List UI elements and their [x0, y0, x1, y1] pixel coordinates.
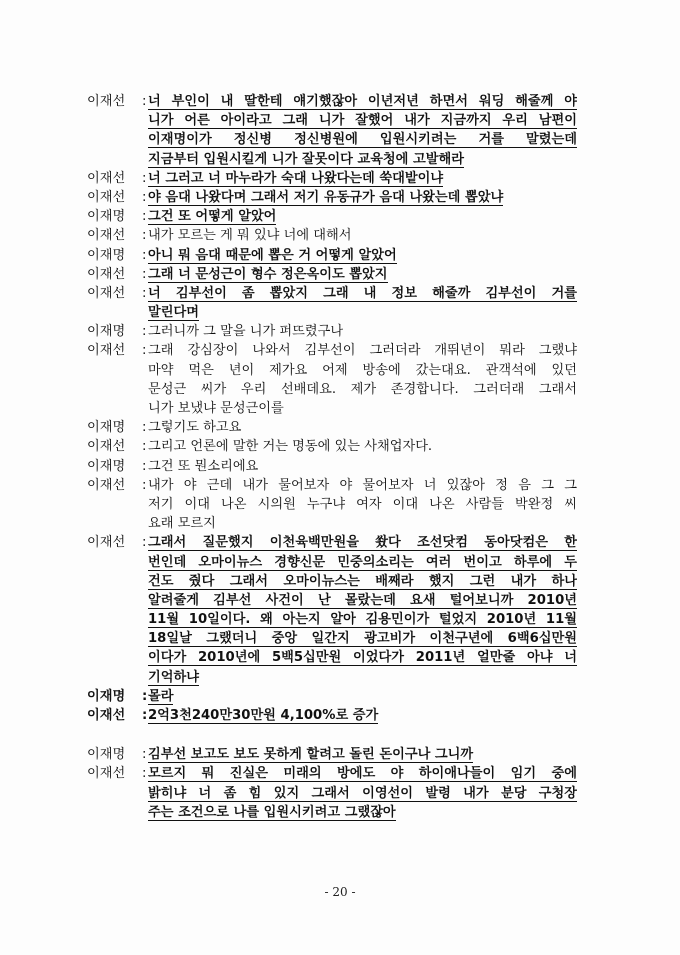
utterance-text: 니가 어른 아이라고 그래 니가 잘했어 내가 지금까지 우리 남편이	[148, 113, 577, 129]
speaker-colon: :	[142, 458, 147, 474]
dialogue-row	[87, 437, 577, 456]
utterance-line	[148, 130, 577, 149]
utterance-line	[148, 207, 577, 226]
utterance-text: 몰라	[148, 688, 174, 704]
dialogue-row	[87, 226, 577, 245]
dialogue-row	[87, 476, 577, 534]
utterance	[148, 533, 577, 687]
dialogue-row	[87, 687, 577, 706]
utterance-text: 그리고 언론에 말한 거는 명동에 있는 사채업자다.	[148, 439, 433, 455]
speaker-colon: :	[142, 94, 147, 109]
utterance-line	[148, 265, 577, 284]
utterance-text: 내가 야 근데 내가 물어보자 야 물어보자 너 있잖아 정 음 그 그	[148, 477, 577, 493]
speaker-name: 이재명	[87, 247, 126, 263]
dialogue-row	[87, 188, 577, 207]
utterance-text: 이다가 2010년에 5백5십만원 이었다가 2011년 얼만줄 아냐 너	[148, 650, 577, 666]
utterance-line	[148, 437, 577, 456]
speaker-colon: :	[142, 266, 147, 282]
speaker-name: 이재명	[87, 209, 126, 225]
speaker-colon: :	[142, 477, 147, 493]
utterance-text: 그렇기도 하고요	[148, 420, 242, 436]
utterance	[148, 706, 577, 725]
utterance-line	[148, 784, 577, 803]
speaker-name: 이재명	[87, 324, 126, 340]
speaker-name: 이재선	[87, 170, 126, 186]
dialogue-row	[87, 764, 577, 822]
speaker-name: 이재선	[87, 708, 126, 723]
utterance	[148, 169, 577, 188]
utterance	[148, 745, 577, 764]
speaker-name: 이재선	[87, 228, 126, 244]
dialogue-row	[87, 207, 577, 226]
utterance-text: 기억하냐	[148, 669, 199, 685]
utterance-text: 주는 조건으로 나를 입원시키려고 그랬잖아	[148, 804, 396, 820]
utterance-line	[148, 361, 577, 380]
speaker-name: 이재선	[87, 477, 126, 493]
utterance-text: 모르지 뭐 진실은 미래의 방에도 야 하이애나들이 임기 중에	[148, 766, 577, 782]
speaker-name: 이재선	[87, 343, 126, 359]
utterance-text: 그러니까 그 말을 니가 퍼뜨렸구나	[148, 324, 344, 340]
utterance-text: 그건 또 어떻게 알았어	[148, 209, 277, 225]
page-number: - 20 -	[324, 885, 356, 899]
dialogue-row	[87, 284, 577, 322]
speaker-name: 이재명	[87, 420, 126, 436]
utterance-line	[148, 188, 577, 207]
speaker-colon: :	[142, 247, 147, 263]
utterance-line	[148, 495, 577, 514]
utterance-text: 요래 모르지	[148, 516, 216, 532]
utterance-line	[148, 648, 577, 667]
utterance-line	[148, 92, 577, 111]
utterance	[148, 476, 577, 534]
speaker-colon: :	[142, 209, 147, 225]
utterance-text: 너 부인이 내 딸한테 얘기했잖아 이년저년 하면서 워딩 해줄께 야	[148, 94, 577, 109]
utterance	[148, 457, 577, 476]
utterance	[148, 418, 577, 437]
utterance	[148, 284, 577, 322]
utterance-line	[148, 764, 577, 783]
utterance-line	[148, 418, 577, 437]
utterance-text: 번인데 오마이뉴스 경향신문 민중의소리는 여러 번이고 하루에 두	[148, 554, 577, 570]
utterance	[148, 92, 577, 169]
utterance	[148, 322, 577, 341]
utterance-text: 저기 이대 나온 시의원 누구냐 여자 이대 나온 사람들 박완정 씨	[148, 496, 577, 512]
utterance	[148, 687, 577, 706]
speaker-name: 이재선	[87, 766, 126, 782]
dialogue-row	[87, 169, 577, 188]
speaker-name: 이재선	[87, 189, 126, 205]
speaker-name: 이재선	[87, 285, 126, 301]
speaker-colon: :	[142, 708, 148, 723]
utterance-line	[148, 380, 577, 399]
dialogue-row	[87, 322, 577, 341]
utterance-line	[148, 591, 577, 610]
speaker-colon: :	[142, 170, 147, 186]
utterance	[148, 437, 577, 456]
transcript-body	[87, 92, 577, 822]
utterance-line	[148, 687, 577, 706]
utterance-line	[148, 169, 577, 188]
utterance-line	[148, 303, 577, 322]
speaker-name: 이재명	[87, 747, 126, 763]
utterance-text: 내가 모르는 게 뭐 있냐 너에 대해서	[148, 228, 352, 244]
speaker-name: 이재명	[87, 688, 126, 704]
utterance-text: 너 김부선이 좀 뽑았지 그래 내 정보 해줄까 김부선이 거를	[148, 285, 577, 301]
utterance-text: 11월 10일이다. 왜 아는지 알아 김용민이가 털었지 2010년 11월	[148, 612, 577, 628]
utterance	[148, 341, 577, 418]
speaker-colon: :	[142, 189, 147, 205]
utterance-text: 마약 먹은 년이 제가요 어제 방송에 갔는대요. 관객석에 있던	[148, 362, 577, 378]
speaker-colon: :	[142, 439, 147, 455]
utterance-text: 2억3천240만30만원 4,100%로 증가	[148, 708, 379, 723]
dialogue-row	[87, 457, 577, 476]
utterance-line	[148, 745, 577, 764]
dialogue-row	[87, 341, 577, 418]
utterance-line	[148, 668, 577, 687]
dialogue-row	[87, 246, 577, 265]
utterance-line	[148, 803, 577, 822]
utterance-text: 건도 줬다 그래서 오마이뉴스는 배째라 했지 그런 내가 하나	[148, 573, 577, 589]
utterance-line	[148, 533, 577, 552]
utterance-text: 그래 너 문성근이 형수 정은옥이도 뽑았지	[148, 266, 388, 282]
speaker-colon: :	[142, 766, 147, 782]
dialogue-row	[87, 745, 577, 764]
speaker-colon: :	[142, 324, 147, 340]
utterance-line	[148, 226, 577, 245]
blank-line	[87, 725, 577, 745]
utterance-text: 그건 또 뭔소리에요	[148, 458, 259, 474]
utterance-line	[148, 341, 577, 360]
dialogue-row	[87, 706, 577, 725]
utterance-line	[148, 553, 577, 572]
speaker-colon: :	[142, 420, 147, 436]
speaker-name: 이재선	[87, 439, 126, 455]
utterance-line	[148, 284, 577, 303]
utterance	[148, 226, 577, 245]
dialogue-row	[87, 418, 577, 437]
utterance-line	[148, 399, 577, 418]
utterance-line	[148, 629, 577, 648]
speaker-name: 이재선	[87, 94, 126, 109]
utterance-line	[148, 706, 577, 725]
utterance-text: 지금부터 입원시킬게 니가 잘못이다 교육청에 고발해라	[148, 151, 464, 167]
utterance-line	[148, 476, 577, 495]
utterance-text: 야 음대 나왔다며 그래서 저기 유동규가 음대 나왔는데 뽑았냐	[148, 189, 504, 205]
utterance	[148, 188, 577, 207]
utterance-text: 김부선 보고도 보도 못하게 할려고 돌린 돈이구나 그니까	[148, 747, 474, 763]
utterance	[148, 246, 577, 265]
utterance	[148, 207, 577, 226]
utterance-line	[148, 514, 577, 533]
utterance-line	[148, 322, 577, 341]
utterance-line	[148, 150, 577, 169]
utterance-text: 문성근 씨가 우리 선배데요. 제가 존경합니다. 그러더래 그래서	[148, 381, 577, 397]
utterance-line	[148, 457, 577, 476]
speaker-colon: :	[142, 747, 147, 763]
dialogue-row	[87, 265, 577, 284]
dialogue-row	[87, 533, 577, 687]
speaker-colon: :	[142, 535, 147, 551]
utterance-text: 이재명이가 정신병 정신병원에 입원시키려는 거를 말렸는데	[148, 132, 577, 148]
utterance-text: 알려줄게 김부선 사건이 난 몰랐는데 요새 털어보니까 2010년	[148, 592, 577, 608]
utterance-text: 그래 강심장이 나와서 김부선이 그러더라 개뛰년이 뭐라 그랬냐	[148, 343, 577, 359]
utterance-line	[148, 572, 577, 591]
utterance-text: 밝히냐 너 좀 힘 있지 그래서 이영선이 발령 내가 분당 구청장	[148, 785, 577, 801]
utterance-text: 너 그러고 너 마누라가 숙대 나왔다는데 쑥대밭이냐	[148, 170, 444, 186]
utterance-text: 말린다며	[148, 305, 199, 321]
utterance	[148, 764, 577, 822]
utterance-line	[148, 610, 577, 629]
utterance-text: 니가 보냈냐 문성근이를	[148, 401, 284, 416]
utterance	[148, 265, 577, 284]
speaker-colon: :	[142, 688, 148, 704]
speaker-name: 이재명	[87, 458, 126, 474]
speaker-colon: :	[142, 343, 147, 359]
utterance-text: 아니 뭐 음대 때문에 뽑은 거 어떻게 알았어	[148, 247, 397, 263]
utterance-text: 18일날 그랬더니 중앙 일간지 광고비가 이천구년에 6백6십만원	[148, 631, 577, 647]
utterance-line	[148, 246, 577, 265]
speaker-name: 이재선	[87, 535, 126, 551]
utterance-line	[148, 111, 577, 130]
speaker-name: 이재선	[87, 266, 126, 282]
speaker-colon: :	[142, 228, 147, 244]
speaker-colon: :	[142, 285, 147, 301]
utterance-text: 그래서 질문했지 이천육백만원을 쐈다 조선닷컴 동아닷컴은 한	[148, 535, 577, 551]
dialogue-row	[87, 92, 577, 169]
